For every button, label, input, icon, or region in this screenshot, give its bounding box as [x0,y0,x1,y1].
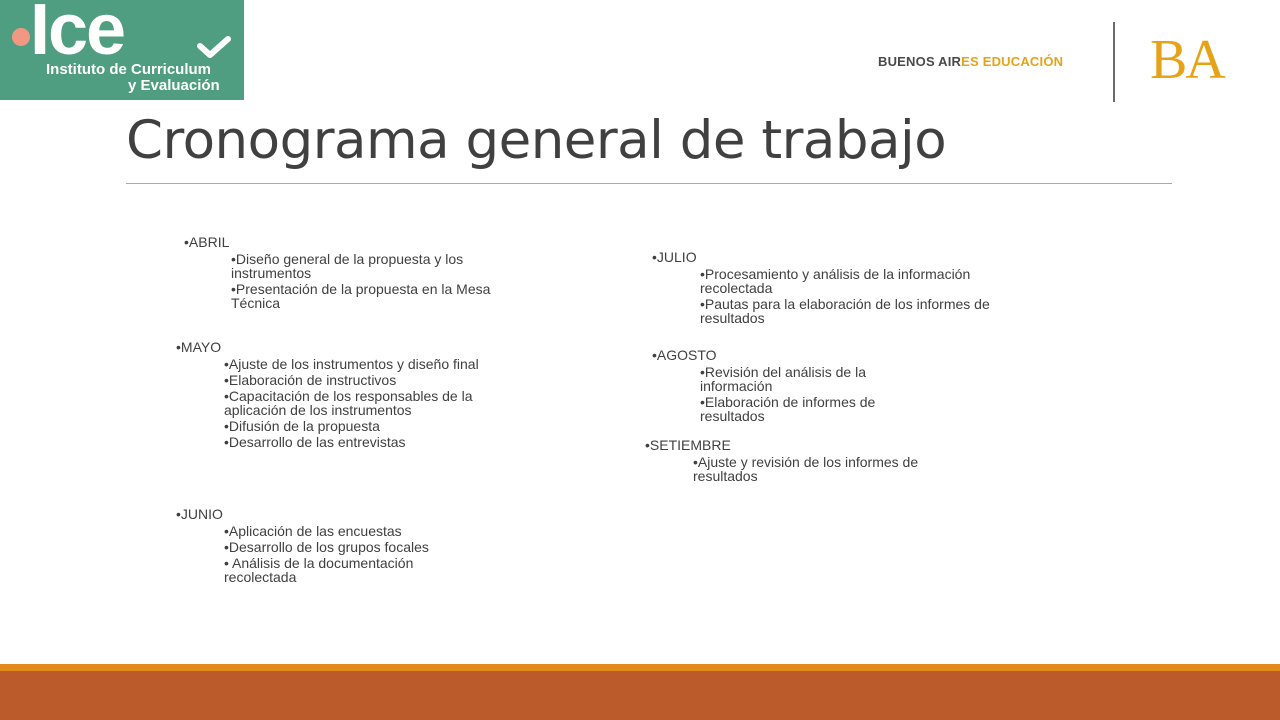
ba-logo-mark: BA [1150,29,1224,91]
list-item: •Pautas para la elaboración de los informes de resultados [700,296,990,326]
logo-dot-icon [12,28,30,46]
list-item: •Elaboración de informes de resultados [700,394,876,424]
list-item: •Desarrollo de las entrevistas [224,434,406,450]
page-title: Cronograma general de trabajo [126,110,947,171]
footer-bar [0,671,1280,720]
month-block-junio [176,506,516,586]
month-name: •AGOSTO [652,347,717,363]
list-item: •Difusión de la propuesta [224,418,380,434]
list-item: •Revisión del análisis de la información [700,364,866,394]
list-item: •Aplicación de las encuestas [224,523,402,539]
month-name: •JULIO [652,249,697,265]
month-block-agosto [652,347,982,425]
logo-subtitle-line1: Instituto de Curriculum [46,61,211,78]
month-name: •ABRIL [184,234,230,250]
list-item: • Análisis de la documentación recolectada [224,555,414,585]
month-block-setiembre [645,437,985,485]
month-name: •MAYO [176,339,222,355]
brand-divider [1113,22,1115,102]
list-item: •Elaboración de instructivos [224,372,397,388]
footer-accent-line [0,664,1280,671]
checkmark-icon [196,36,232,58]
logo-subtitle-line2: y Evaluación [128,77,220,94]
month-block-julio [652,249,1052,327]
list-item: •Ajuste de los instrumentos y diseño final [224,356,479,372]
ba-text-dark: BUENOS AIR [878,54,962,69]
month-name: •JUNIO [176,506,223,522]
month-block-mayo [176,339,526,451]
list-item: •Procesamiento y análisis de la información recolectada [700,266,971,296]
title-divider [126,183,1172,184]
list-item: •Capacitación de los responsables de la aplicación de los instrumentos [224,388,473,418]
ba-text-accent: ES EDUCACIÓN [961,54,1064,69]
buenos-aires-educacion-logo [878,54,1063,69]
month-block-abril [184,234,514,312]
list-item: •Diseño general de la propuesta y los instrumentos [231,251,464,281]
list-item: •Presentación de la propuesta en la Mesa Técnica [231,281,491,311]
list-item: •Ajuste y revisión de los informes de resultados [693,454,919,484]
ice-logo [0,0,244,100]
list-item: •Desarrollo de los grupos focales [224,539,429,555]
logo-wordmark: Ice [30,0,125,70]
month-name: •SETIEMBRE [645,437,731,453]
